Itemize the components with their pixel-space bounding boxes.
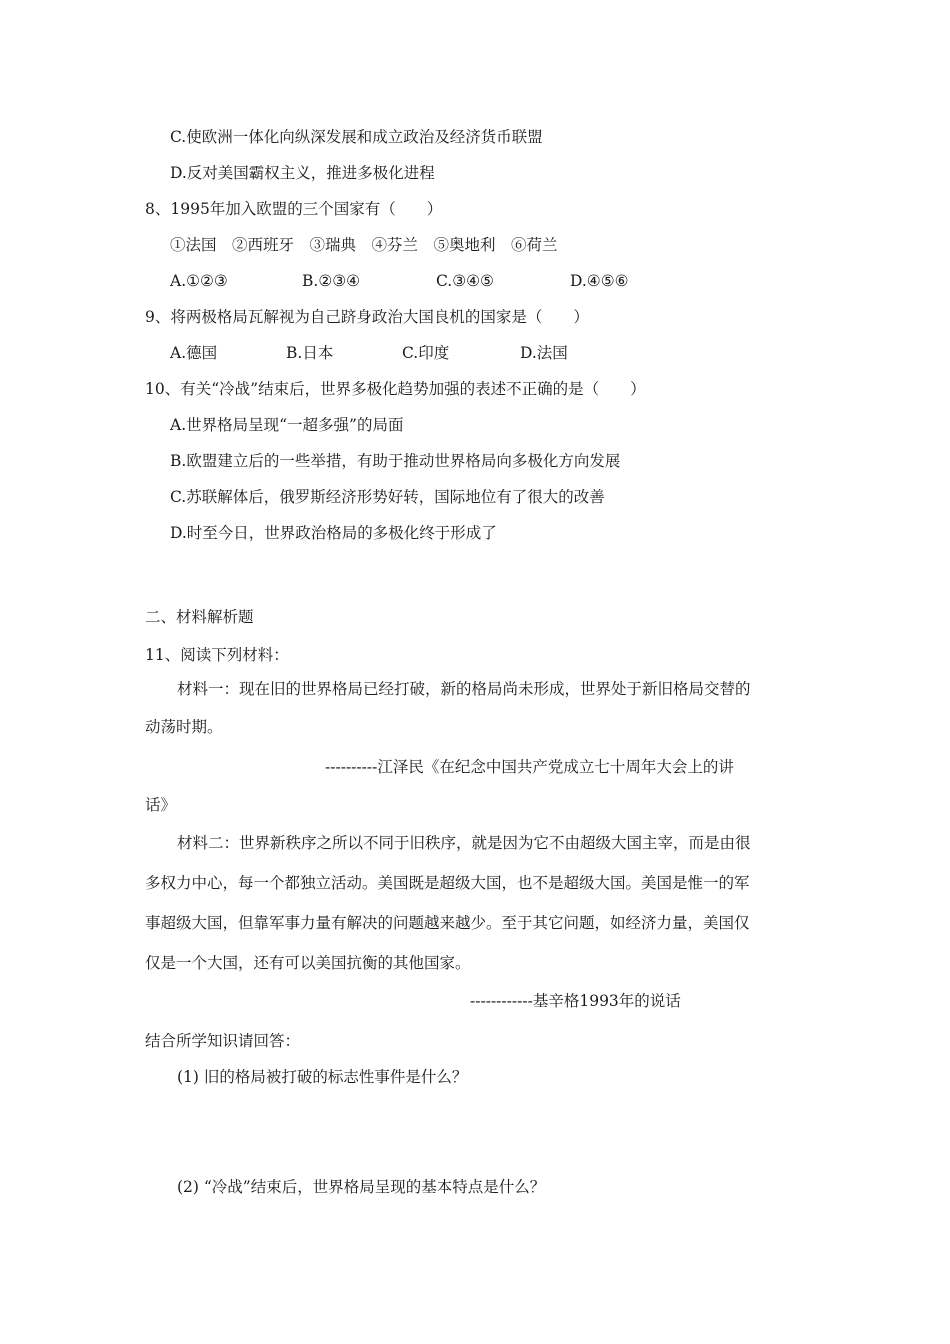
q11-material2-line4: 仅是一个大国，还有可以美国抗衡的其他国家。 [145,954,471,972]
q8-items: ①法国 ②西班牙 ③瑞典 ④芬兰 ⑤奥地利 ⑥荷兰 [170,236,558,254]
q8-option-c: C.③④⑤ [436,272,494,290]
q8-stem: 8、1995年加入欧盟的三个国家有（ ） [145,200,443,218]
q11-material1-source-line2: 话》 [145,796,177,814]
q11-material2-source: ------------基辛格1993年的说话 [470,992,681,1010]
q8-option-d: D.④⑤⑥ [570,272,629,290]
q8-option-b: B.②③④ [302,272,361,290]
q9-option-b: B.日本 [286,344,334,362]
q9-option-d: D.法国 [520,344,568,362]
q11-material1-source-line1: ----------江泽民《在纪念中国共产党成立七十周年大会上的讲 [325,758,734,776]
q8-option-a: A.①②③ [170,272,228,290]
q11-stem: 11、阅读下列材料： [145,646,289,664]
q10-option-b: B.欧盟建立后的一些举措，有助于推动世界格局向多极化方向发展 [170,452,621,470]
q10-option-c: C.苏联解体后，俄罗斯经济形势好转，国际地位有了很大的改善 [170,488,605,506]
q10-stem: 10、有关“冷战”结束后，世界多极化趋势加强的表述不正确的是（ ） [145,380,646,398]
q11-material2-line1: 材料二：世界新秩序之所以不同于旧秩序，就是因为它不由超级大国主宰，而是由很 [177,834,751,852]
q9-stem: 9、将两极格局瓦解视为自己跻身政治大国良机的国家是（ ） [145,308,589,326]
q11-subquestion-2: (2) “冷战”结束后，世界格局呈现的基本特点是什么？ [177,1178,546,1196]
q11-material1-line2: 动荡时期。 [145,718,223,736]
q11-prompt: 结合所学知识请回答： [145,1032,301,1050]
section2-heading: 二、材料解析题 [145,608,254,626]
q11-material2-line2: 多权力中心，每一个都独立活动。美国既是超级大国，也不是超级大国。美国是惟一的军 [145,874,750,892]
q7-option-c: C.使欧洲一体化向纵深发展和成立政治及经济货币联盟 [170,128,543,146]
q7-option-d: D.反对美国霸权主义，推进多极化进程 [170,164,435,182]
q11-material1-line1: 材料一：现在旧的世界格局已经打破，新的格局尚未形成，世界处于新旧格局交替的 [177,680,751,698]
q9-option-c: C.印度 [402,344,450,362]
q10-option-d: D.时至今日，世界政治格局的多极化终于形成了 [170,524,497,542]
q10-option-a: A.世界格局呈现“一超多强”的局面 [170,416,404,434]
q8-options-row [0,270,950,292]
q9-options-row [0,342,950,364]
q9-option-a: A.德国 [170,344,218,362]
q11-material2-line3: 事超级大国，但靠军事力量有解决的问题越来越少。至于其它问题，如经济力量，美国仅 [145,914,750,932]
q11-subquestion-1: (1) 旧的格局被打破的标志性事件是什么？ [177,1068,468,1086]
